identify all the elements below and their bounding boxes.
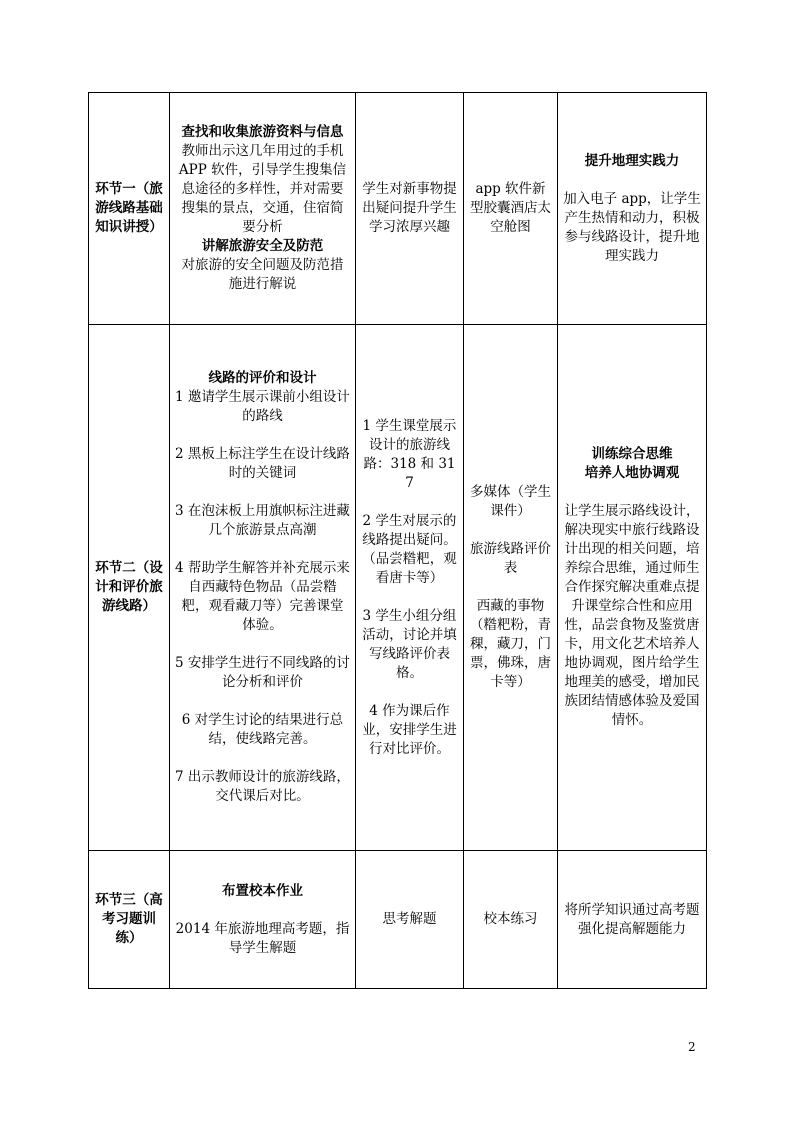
list-item: 1 学生课堂展示设计的旅游线路：318 和 317 xyxy=(362,417,457,491)
section-heading: 布置校本作业 xyxy=(222,882,303,899)
list-item: 3 在泡沫板上用旗帜标注进藏几个旅游景点高潮 xyxy=(175,503,350,538)
student-activity-cell: 学生对新事物提出疑问提升学生学习浓厚兴趣 xyxy=(356,93,464,325)
teacher-activity-cell xyxy=(170,325,356,851)
list-item: 1 邀请学生展示课前小组设计的路线 xyxy=(175,389,350,424)
section-heading: 线路的评价和设计 xyxy=(208,370,317,386)
goal-text: 加入电子 app，让学生产生热情和动力，积极参与线路设计，提升地理实践力 xyxy=(563,190,701,264)
stage-cell: 环节二（设计和评价旅游线路） xyxy=(89,325,170,851)
list-item: 7 出示教师设计的旅游线路，交代课后对比。 xyxy=(175,769,350,804)
page-number: 2 xyxy=(688,1040,696,1054)
goal-heading: 训练综合思维 xyxy=(591,446,673,462)
lesson-plan-table xyxy=(88,92,707,989)
list-item: 2 学生对展示的线路提出疑问。（品尝糌粑，观看唐卡等） xyxy=(362,512,457,586)
goal-heading: 提升地理实践力 xyxy=(584,152,680,169)
section-heading: 查找和收集旅游资料与信息 xyxy=(181,124,344,140)
goal-heading: 培养人地协调观 xyxy=(584,465,680,481)
goal-cell xyxy=(558,93,707,325)
list-item: 西藏的事物（糌粑粉，青稞，藏刀，门票，佛珠，唐卡等） xyxy=(470,598,551,690)
media-cell: 校本练习 xyxy=(464,851,558,989)
list-item: 3 学生小组分组活动，讨论并填写线路评价表格。 xyxy=(362,607,457,681)
student-activity-cell xyxy=(356,325,464,851)
stage-cell: 环节一（旅游线路基础知识讲授） xyxy=(89,93,170,325)
goal-cell: 将所学知识通过高考题强化提高解题能力 xyxy=(558,851,707,989)
teacher-text: 对旅游的安全问题及防范措施进行解说 xyxy=(181,257,344,292)
teacher-activity-cell xyxy=(170,851,356,989)
teacher-text: 教师出示这几年用过的手机 APP 软件，引导学生搜集信息途径的多样性，并对需要搜集的景点，交通，住宿简要分析 xyxy=(178,143,347,235)
stage-cell: 环节三（高考习题训练） xyxy=(89,851,170,989)
table-row-stage-3 xyxy=(89,851,707,989)
media-cell xyxy=(464,325,558,851)
table-row-stage-2 xyxy=(89,325,707,851)
goal-text: 让学生展示路线设计，解决现实中旅行线路设计出现的相关问题，培养综合思维，通过师生合作探究解决重难点提升课堂综合性和应用性，品尝食物及鉴赏唐卡，用文化艺术培养人地协调观，图片给学生地理美的感受，增加民族团结情感体验及爱国情怀。 xyxy=(564,503,700,728)
teacher-text: 2014 年旅游地理高考题，指导学生解题 xyxy=(175,920,350,956)
list-item: 5 安排学生进行不同线路的讨论分析和评价 xyxy=(175,655,350,690)
student-activity-cell: 思考解题 xyxy=(356,851,464,989)
list-item: 6 对学生讨论的结果进行总结，使线路完善。 xyxy=(181,712,344,747)
section-heading: 讲解旅游安全及防范 xyxy=(201,238,324,254)
list-item: 4 帮助学生解答并补充展示来自西藏特色物品（品尝糌粑，观看藏刀等）完善课堂体验。 xyxy=(175,560,350,633)
media-cell: app 软件新型胶囊酒店太空舱图 xyxy=(464,93,558,325)
list-item: 旅游线路评价表 xyxy=(470,541,551,576)
list-item: 2 黑板上标注学生在设计线路时的关键词 xyxy=(175,446,350,481)
teacher-activity-cell xyxy=(170,93,356,325)
table-row-stage-1 xyxy=(89,93,707,325)
goal-cell xyxy=(558,325,707,851)
list-item: 4 作为课后作业，安排学生进行对比评价。 xyxy=(362,702,457,757)
list-item: 多媒体（学生课件） xyxy=(470,484,551,519)
